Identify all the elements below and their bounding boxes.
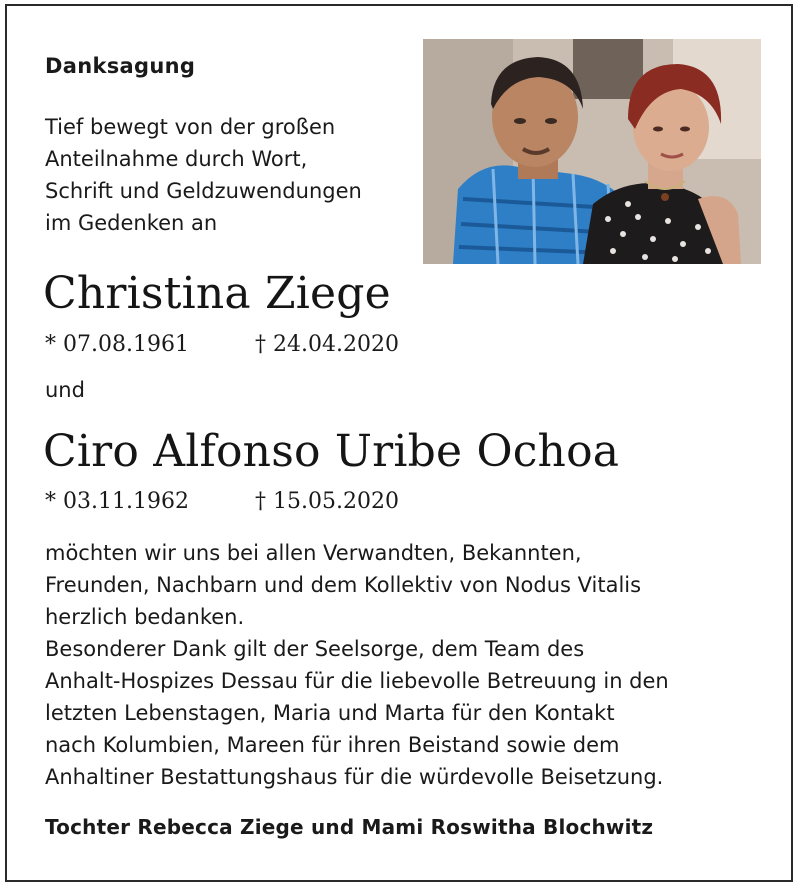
thanks-line: Freunden, Nachbarn und dem Kollektiv von Nodus Vitalis xyxy=(45,573,642,597)
intro-line: im Gedenken an xyxy=(45,211,218,235)
thanks-line: Anhaltiner Bestattungshaus für die würdevolle Beisetzung. xyxy=(45,765,664,789)
intro-text xyxy=(45,111,362,239)
couple-photo xyxy=(423,39,761,264)
birth-date-2: * 03.11.1962 xyxy=(45,489,189,514)
thanks-line: letzten Lebenstagen, Maria und Marta für den Kontakt xyxy=(45,701,615,725)
death-date-1: † 24.04.2020 xyxy=(255,332,399,357)
death-date-2: † 15.05.2020 xyxy=(255,489,399,514)
signature: Tochter Rebecca Ziege und Mami Roswitha Blochwitz xyxy=(45,815,654,839)
notice-heading: Danksagung xyxy=(45,54,196,78)
thanks-line: herzlich bedanken. xyxy=(45,605,245,629)
thanks-line: möchten wir uns bei allen Verwandten, Bekannten, xyxy=(45,541,582,565)
intro-line: Schrift und Geldzuwendungen xyxy=(45,179,362,203)
intro-line: Tief bewegt von der großen xyxy=(45,115,336,139)
deceased-name-2: Ciro Alfonso Uribe Ochoa xyxy=(43,426,620,477)
thanks-line: Anhalt-Hospizes Dessau für die liebevolle Betreuung in den xyxy=(45,669,669,693)
conjunction-text: und xyxy=(45,378,85,402)
thanks-text xyxy=(45,537,669,793)
deceased-name-1: Christina Ziege xyxy=(43,268,391,319)
intro-line: Anteilnahme durch Wort, xyxy=(45,147,308,171)
thanks-line: Besonderer Dank gilt der Seelsorge, dem Team des xyxy=(45,637,585,661)
thanks-line: nach Kolumbien, Mareen für ihren Beistand sowie dem xyxy=(45,733,620,757)
birth-date-1: * 07.08.1961 xyxy=(45,332,189,357)
